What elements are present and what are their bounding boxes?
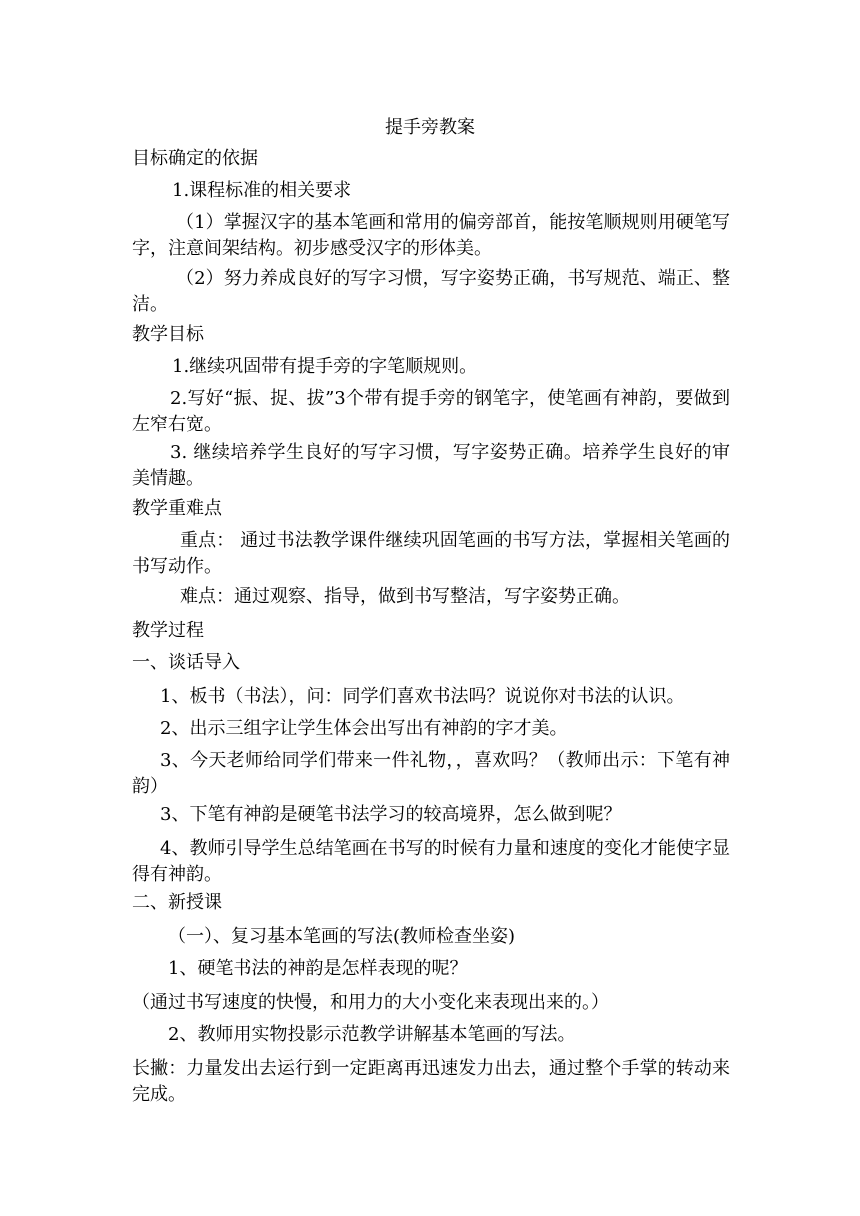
difficult-point: 难点：通过观察、指导，做到书写整洁，写字姿势正确。	[180, 586, 630, 607]
step-3a: 3、今天老师给同学们带来一件礼物，，喜欢吗？（教师出示：下笔有神韵）	[132, 750, 730, 797]
answer-1: （通过书写速度的快慢，和用力的大小变化来表现出来的。）	[132, 992, 609, 1013]
goal-1: 1.继续巩固带有提手旁的字笔顺规则。	[172, 356, 478, 377]
sub1-heading: （一）、复习基本笔画的写法(教师检查坐姿)	[168, 926, 516, 947]
part1-heading: 一、谈话导入	[132, 652, 240, 673]
goal-3: 3. 继续培养学生良好的写字习惯，写字姿势正确。培养学生良好的审美情趣。	[132, 442, 730, 489]
basis-item: 1.课程标准的相关要求	[172, 180, 352, 201]
goals-heading: 教学目标	[132, 324, 204, 345]
question-2: 2、教师用实物投影示范教学讲解基本笔画的写法。	[168, 1024, 576, 1045]
process-heading: 教学过程	[132, 620, 204, 641]
question-1: 1、硬笔书法的神韵是怎样表现的呢？	[168, 958, 468, 979]
basis-heading: 目标确定的依据	[132, 148, 258, 169]
document-title: 提手旁教案	[385, 117, 475, 138]
basis-paragraph-2: （2）努力养成良好的写字习惯，写字姿势正确，书写规范、端正、整洁。	[132, 268, 730, 315]
basis-paragraph-1: （1）掌握汉字的基本笔画和常用的偏旁部首，能按笔顺规则用硬笔写字，注意间架结构。初步感受汉字的形体美。	[132, 212, 730, 259]
key-heading: 教学重难点	[132, 498, 222, 519]
goal-2: 2.写好“振、捉、拔”3个带有提手旁的钢笔字，使笔画有神韵，要做到左窄右宽。	[132, 388, 730, 435]
stroke-long-pie: 长撇：力量发出去运行到一定距离再迅速发力出去，通过整个手掌的转动来完成。	[132, 1058, 730, 1105]
step-4: 4、教师引导学生总结笔画在书写的时候有力量和速度的变化才能使字显得有神韵。	[132, 838, 730, 885]
step-2: 2、出示三组字让学生体会出写出有神韵的字才美。	[160, 718, 568, 739]
step-3b: 3、下笔有神韵是硬笔书法学习的较高境界，怎么做到呢？	[160, 804, 622, 825]
key-point: 重点： 通过书法教学课件继续巩固笔画的书写方法，掌握相关笔画的书写动作。	[132, 530, 730, 577]
part2-heading: 二、新授课	[132, 892, 222, 913]
step-1: 1、板书（书法），问：同学们喜欢书法吗？说说你对书法的认识。	[160, 686, 685, 707]
